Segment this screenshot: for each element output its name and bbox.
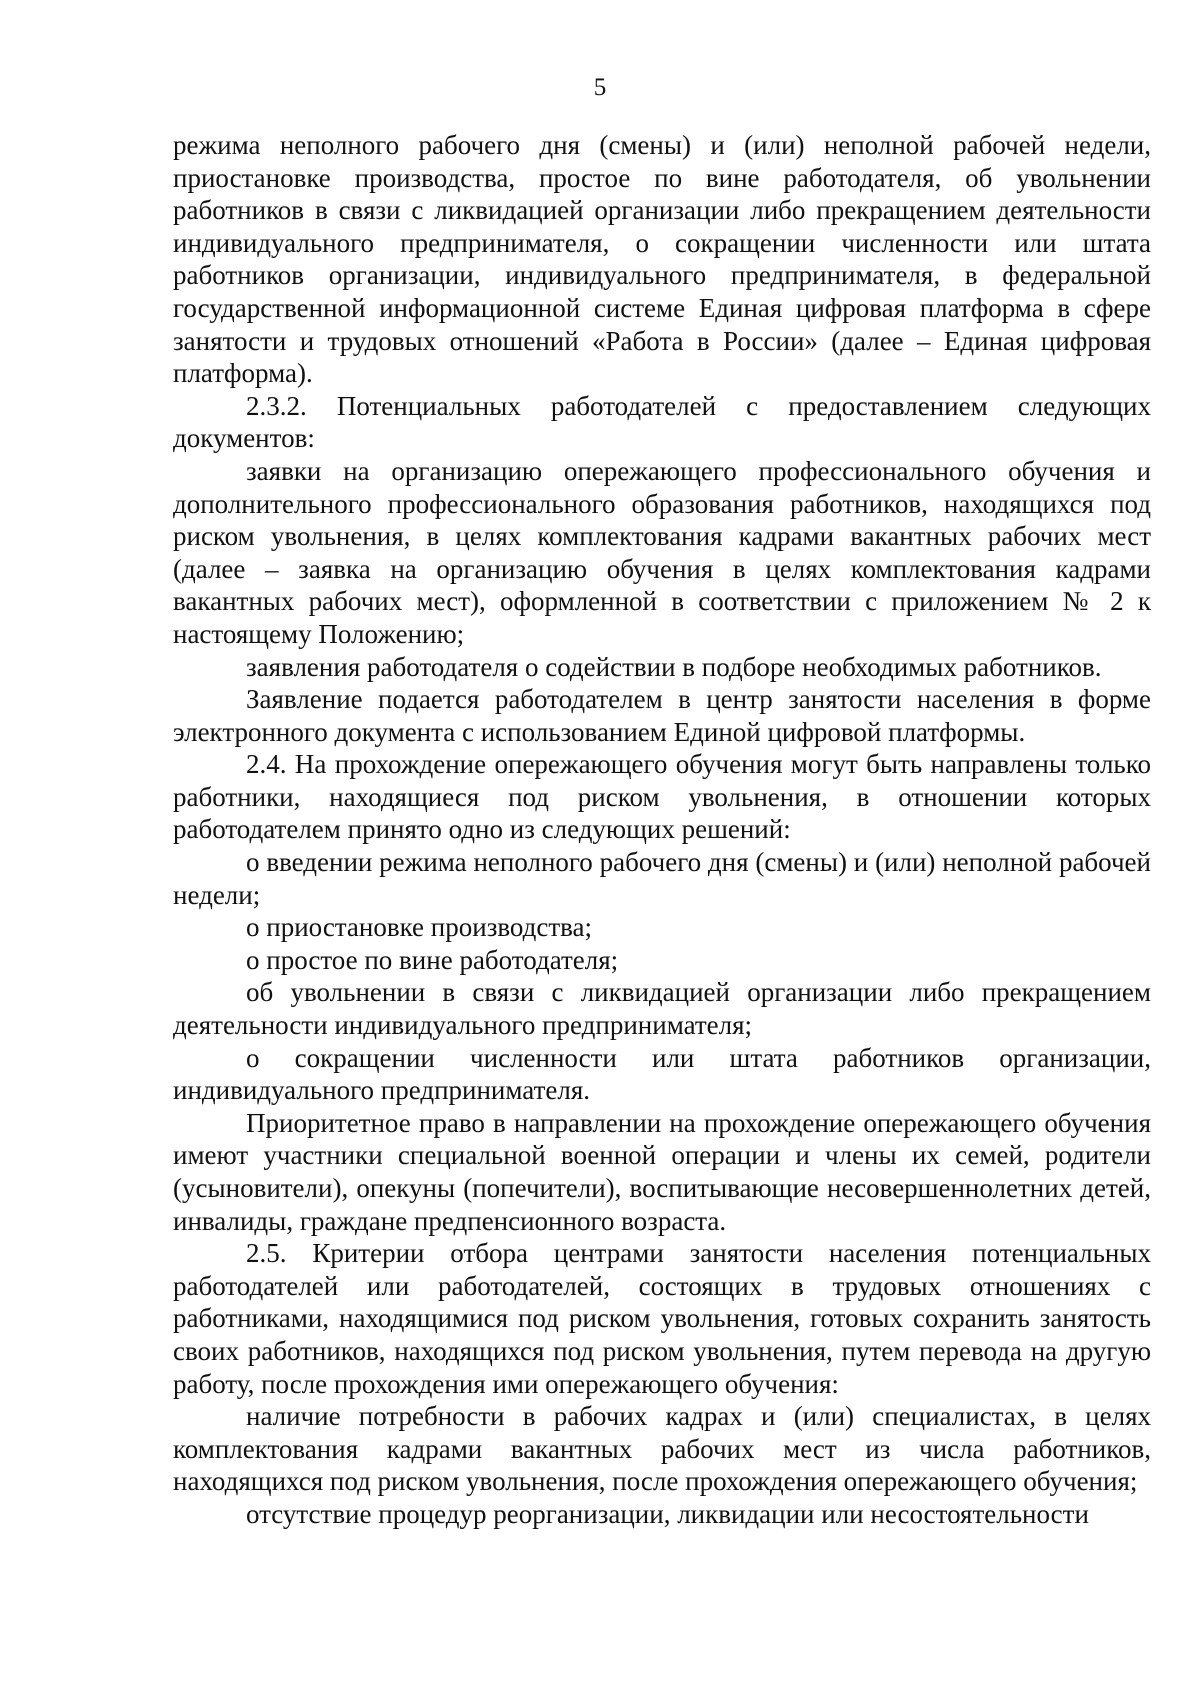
paragraph-2-5: 2.5. Критерии отбора центрами занятости населения потенциальных работодателей или работодателей, состоящих в трудовых отношениях с работниками, находящимися под риском увольнения, готовых сохранить занятость своих работников, находящихся под риском увольнения, путем перевода на другую работу, после прохождения ими опережающего обучения: bbox=[173, 1238, 1151, 1399]
paragraph-employer-statement: заявления работодателя о содействии в подборе необходимых работников. bbox=[246, 651, 1102, 682]
list-item-staffing-need: наличие потребности в рабочих кадрах и (или) специалистах, в целях комплектования кадрами вакантных рабочих мест из числа работников, находящихся под риском увольнения, после прохождения опережающего обучения; bbox=[173, 1401, 1151, 1497]
list-item-no-reorganization: отсутствие процедур реорганизации, ликвидации или несостоятельности bbox=[246, 1498, 1089, 1529]
paragraph-continuation: режима неполного рабочего дня (смены) и (или) неполной рабочей недели, приостановке производства, простое по вине работодателя, об увольнении работников в связи с ликвидацией организации либо прекращением деятельности индивидуального предпринимателя, о сокращении численности или штата работников организации, индивидуального предпринимателя, в федеральной государственной информационной системе Единая цифровая платформа в сфере занятости и трудовых отношений «Работа в России» (далее – Единая цифровая платформа). bbox=[173, 130, 1151, 389]
paragraph-statement-submission: Заявление подается работодателем в центр занятости населения в форме электронного документа с использованием Единой цифровой платформы. bbox=[173, 684, 1151, 747]
list-item-liquidation-dismissal: об увольнении в связи с ликвидацией организации либо прекращением деятельности индивидуального предпринимателя; bbox=[173, 977, 1151, 1041]
paragraph-priority-right: Приоритетное право в направлении на прохождение опережающего обучения имеют участники специальной военной операции и члены их семей, родители (усыновители), опекуны (попечители), воспитывающие несовершеннолетних детей, инвалиды, граждане предпенсионного возраста. bbox=[173, 1107, 1151, 1236]
paragraph-request-application: заявки на организацию опережающего профессионального обучения и дополнительного профессионального образования работников, находящихся под риском увольнения, в целях комплектования кадрами вакантных рабочих мест (далее – заявка на организацию обучения в целях комплектования кадрами вакантных рабочих мест), оформленной в соответствии с приложением № 2 к настоящему Положению; bbox=[173, 455, 1151, 649]
list-item-production-suspension: о приостановке производства; bbox=[246, 912, 593, 943]
paragraph-2-3-2: 2.3.2. Потенциальных работодателей с предоставлением следующих документов: bbox=[173, 390, 1151, 454]
list-item-part-time-regime: о введении режима неполного рабочего дня (смены) и (или) неполной рабочей недели; bbox=[173, 847, 1151, 910]
list-item-employer-downtime: о простое по вине работодателя; bbox=[246, 944, 619, 975]
page-number: 5 bbox=[593, 74, 607, 101]
document-body bbox=[173, 129, 1151, 1531]
list-item-staff-reduction: о сокращении численности или штата работников организации, индивидуального предпринимателя. bbox=[173, 1042, 1151, 1106]
paragraph-2-4: 2.4. На прохождение опережающего обучения могут быть направлены только работники, находящиеся под риском увольнения, в отношении которых работодателем принято одно из следующих решений: bbox=[173, 749, 1151, 845]
